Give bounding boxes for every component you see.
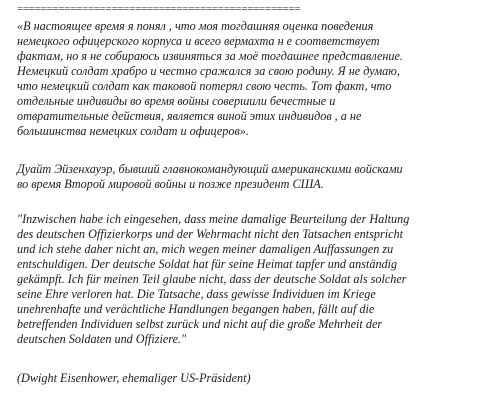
russian-quote-line: фактам, но я не собираюсь извиняться за моё тогдашнее представление. [17,49,403,63]
german-quote-line: und ich stehe daher nicht an, mich wegen meiner damaligen Auffassungen zu [17,242,394,256]
german-attribution: (Dwight Eisenhower, ehemaliger US-Präsident) [17,371,251,385]
russian-attribution-line: Дуайт Эйзенхауэр, бывший главнокомандующий американскими войсками [17,162,403,176]
russian-quote-line: отдельные индивиды во время войны совершили бечестные и [17,94,336,108]
russian-quote-line: немецкого офицерского корпуса и всего вермахта н е соответствует [17,34,380,48]
russian-quote-line: большинства немецких солдат и офицеров». [17,124,249,138]
german-quote-line: des deutschen Offizierkorps und der Wehrmacht nicht den Tatsachen entspricht [17,227,404,241]
german-quote-line: unehrenhafte und verächtliche Handlungen begangen haben, fällt auf die [17,302,375,316]
german-quote-line: entschuldigen. Der deutsche Soldat hat für seine Heimat tapfer und anständig [17,257,398,271]
german-quote-line: gekämpft. Ich für meinen Teil glaube nicht, dass der deutsche Soldat als solcher [17,272,407,286]
russian-quote-line: отвратительные действия, является виной этих индивидов , а не [17,109,362,123]
russian-quote-line: «В настоящее время я понял , что моя тогдашняя оценка поведения [17,19,374,33]
russian-quote-line: что немецкий солдат как таковой потерял свою честь. Тот факт, что [17,79,392,93]
russian-attribution-line: во время Второй мировой войны и позже президент США. [17,177,324,191]
german-quote-line: deutschen Soldaten und Offiziere." [17,332,187,346]
separator-line: ================================================ [17,3,301,15]
german-quote-line: seine Ehre verloren hat. Die Tatsache, dass gewisse Individuen im Kriege [17,287,376,301]
german-quote-line: "Inzwischen habe ich eingesehen, dass meine damalige Beurteilung der Haltung [17,212,410,226]
russian-quote-line: Немецкий солдат храбро и честно сражался за свою родину. Я не думаю, [17,64,400,78]
german-quote-line: betreffenden Individuen selbst zurück und nicht auf die große Mehrheit der [17,317,383,331]
